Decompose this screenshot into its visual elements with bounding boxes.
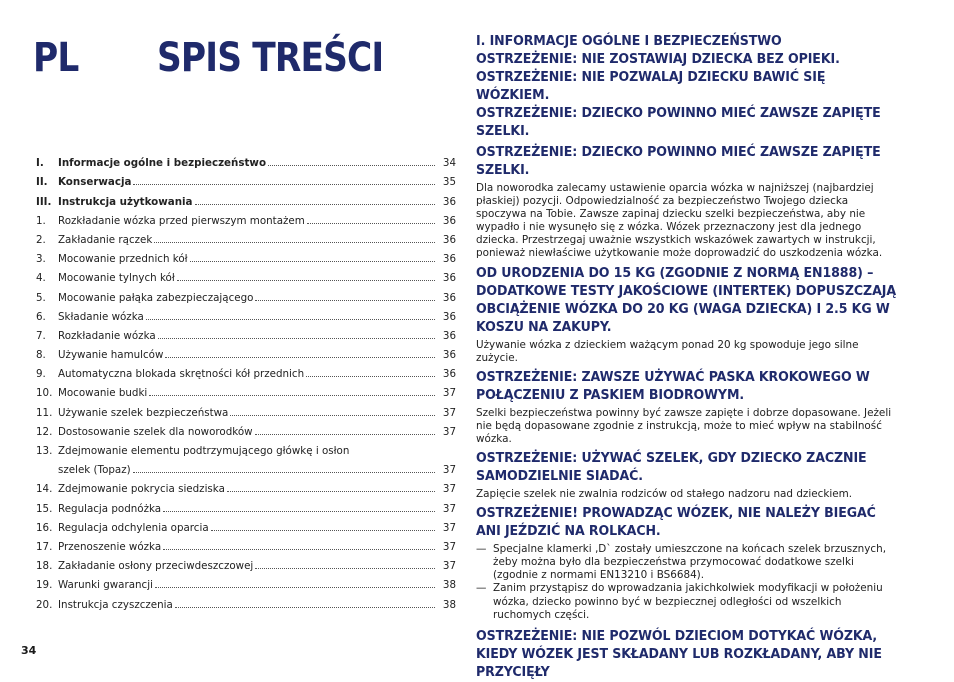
toc-entry xyxy=(36,534,456,553)
toc-label: Zdejmowanie elementu podtrzymującego główkę i osłon xyxy=(58,445,350,457)
toc-page: 37 xyxy=(442,521,456,534)
warning-text: OSTRZEŻENIE: UŻYWAĆ SZELEK, GDY DZIECKO ZACZNIE SAMODZIELNIE SIADAĆ. xyxy=(476,451,867,485)
toc-entry xyxy=(36,169,456,188)
toc-leader xyxy=(255,434,435,435)
warning-text: OSTRZEŻENIE: NIE POZWALAJ DZIECKU BAWIĆ SIĘ WÓZKIEM. xyxy=(476,70,826,103)
toc-entry xyxy=(36,438,456,457)
toc-number: 18. xyxy=(36,560,53,573)
toc-page: 36 xyxy=(442,329,456,342)
toc-leader xyxy=(307,223,435,224)
toc-number: 1. xyxy=(36,214,46,227)
toc-entry xyxy=(36,208,456,227)
toc-entry xyxy=(36,515,456,534)
toc-leader xyxy=(255,300,435,301)
toc-label: Dostosowanie szelek dla noworodków xyxy=(58,425,253,438)
toc-number: 11. xyxy=(36,406,53,419)
toc-leader xyxy=(195,204,435,205)
list-item: — Zanim przystąpisz do wprowadzania jakichkolwiek modyfikacji w położeniu wózka, dziecko powinno być w bezpiecznej odległości od wszelkich ruchomych części. xyxy=(476,582,896,621)
toc-label: szelek (Topaz) xyxy=(58,464,131,477)
toc-number: 16. xyxy=(36,521,53,534)
toc-entry-continuation xyxy=(36,457,456,476)
section-heading: I. INFORMACJE OGÓLNE I BEZPIECZEŃSTWO xyxy=(476,34,782,49)
toc-label: Mocowanie budki xyxy=(58,387,148,400)
toc-leader xyxy=(165,357,435,358)
toc-page: 36 xyxy=(442,253,456,266)
toc-entry xyxy=(36,419,456,438)
toc-label: Zakładanie osłony przeciwdeszczowej xyxy=(58,560,254,573)
toc-number: 13. xyxy=(36,445,53,457)
warning-text: OSTRZEŻENIE! PROWADZĄC WÓZEK, NIE NALEŻY BIEGAĆ ANI JEŹDZIĆ NA ROLKACH. xyxy=(476,506,876,540)
toc-label: Rozkładanie wózka xyxy=(58,329,156,342)
toc-leader xyxy=(133,472,435,473)
toc-label: Instrukcja czyszczenia xyxy=(58,598,173,611)
toc-page: 37 xyxy=(442,560,456,573)
list-item: — Specjalne klamerki ‚D` zostały umieszczone na końcach szelek brzusznych, żeby można było dla bezpieczeństwa przymocować dodatkowe szelki (zgodnie z normami EN13210 i BS6684). xyxy=(476,543,896,582)
toc-number: 8. xyxy=(36,349,46,362)
toc-number: 4. xyxy=(36,272,46,285)
toc-leader xyxy=(149,395,435,396)
language-code: PL xyxy=(33,35,79,81)
toc-page: 36 xyxy=(442,195,456,208)
toc-leader xyxy=(155,587,435,588)
toc-label: Używanie hamulców xyxy=(58,349,164,362)
toc-entry xyxy=(36,572,456,591)
paragraph: Szelki bezpieczeństwa powinny być zawsze zapięte i dobrze dopasowane. Jeżeli nie będą dopasowane zgodnie z instrukcją, może to mieć wpływ na stabilność wózka. xyxy=(476,406,892,445)
toc-leader xyxy=(133,184,435,185)
paragraph: Używanie wózka z dzieckiem ważącym ponad 20 kg spowoduje jego silne zużycie. xyxy=(476,338,859,364)
toc-entry xyxy=(36,591,456,610)
toc-label: Mocowanie pałąka zabezpieczającego xyxy=(58,291,254,304)
toc-entry xyxy=(36,304,456,323)
toc-page: 36 xyxy=(442,214,456,227)
toc-number: 5. xyxy=(36,291,46,304)
toc-label: Informacje ogólne i bezpieczeństwo xyxy=(58,157,267,170)
paragraph: Zapięcie szelek nie zwalnia rodziców od stałego nadzoru nad dzieckiem. xyxy=(476,488,853,501)
toc-page: 36 xyxy=(442,291,456,304)
toc-number: 19. xyxy=(36,579,53,592)
toc-entry xyxy=(36,380,456,399)
toc-page: 35 xyxy=(442,176,456,189)
bullet-list xyxy=(476,543,896,622)
warning-text: OSTRZEŻENIE: NIE POZWÓL DZIECIOM DOTYKAĆ WÓZKA, KIEDY WÓZEK JEST SKŁADANY LUB ROZKŁADANY, ABY NIE PRZYCIĘŁY xyxy=(476,628,882,680)
weight-limit-heading: OD URODZENIA DO 15 KG (ZGODNIE Z NORMĄ EN1888) – DODATKOWE TESTY JAKOŚCIOWE (INTERTEK) DOPUSZCZAJĄ OBCIĄŻENIE WÓZKA DO 20 KG (WAGA DZIECKA) I 2.5 KG W KOSZU NA ZAKUPY. xyxy=(476,265,896,335)
toc-label: Automatyczna blokada skrętności kół przednich xyxy=(58,368,305,381)
toc-number: 7. xyxy=(36,329,46,342)
toc-leader xyxy=(211,530,435,531)
toc-leader xyxy=(158,338,435,339)
page-title: SPIS TREŚCI xyxy=(157,35,384,81)
toc-entry xyxy=(36,399,456,418)
toc-entry xyxy=(36,227,456,246)
toc-page: 37 xyxy=(442,387,456,400)
toc-page: 38 xyxy=(442,579,456,592)
warning-text: OSTRZEŻENIE: DZIECKO POWINNO MIEĆ ZAWSZE ZAPIĘTE SZELKI. xyxy=(476,106,881,139)
toc-page: 36 xyxy=(442,368,456,381)
toc-number: 10. xyxy=(36,387,53,400)
toc-label: Instrukcja użytkowania xyxy=(58,195,193,208)
toc-label: Rozkładanie wózka przed pierwszym montażem xyxy=(58,214,305,227)
toc-number: 14. xyxy=(36,483,53,496)
toc-page: 36 xyxy=(442,272,456,285)
warning-text: OSTRZEŻENIE: ZAWSZE UŻYWAĆ PASKA KROKOWEGO W POŁĄCZENIU Z PASKIEM BIODROWYM. xyxy=(476,369,870,403)
toc-leader xyxy=(268,165,435,166)
toc-entry xyxy=(36,476,456,495)
toc-label: Zakładanie rączek xyxy=(58,233,153,246)
toc-page: 37 xyxy=(442,502,456,515)
table-of-contents xyxy=(36,150,456,611)
toc-page: 37 xyxy=(442,483,456,496)
toc-number: III. xyxy=(36,195,52,208)
toc-number: 2. xyxy=(36,233,46,246)
toc-label: Mocowanie przednich kół xyxy=(58,253,188,266)
toc-page: 37 xyxy=(442,425,456,438)
toc-leader xyxy=(230,415,435,416)
toc-leader xyxy=(306,376,435,377)
toc-number: 15. xyxy=(36,502,53,515)
toc-entry xyxy=(36,246,456,265)
toc-page: 37 xyxy=(442,464,456,477)
toc-page: 34 xyxy=(442,157,456,170)
toc-number: 20. xyxy=(36,598,53,611)
toc-entry xyxy=(36,361,456,380)
toc-entry xyxy=(36,284,456,303)
toc-page: 37 xyxy=(442,406,456,419)
toc-page: 36 xyxy=(442,310,456,323)
toc-page: 36 xyxy=(442,349,456,362)
toc-label: Regulacja podnóżka xyxy=(58,502,162,515)
toc-label: Warunki gwarancji xyxy=(58,579,153,592)
toc-label: Używanie szelek bezpieczeństwa xyxy=(58,406,229,419)
toc-leader xyxy=(175,607,435,608)
toc-page: 37 xyxy=(442,540,456,553)
toc-label: Zdejmowanie pokrycia siedziska xyxy=(58,483,225,496)
toc-entry xyxy=(36,342,456,361)
toc-number: 9. xyxy=(36,368,46,381)
toc-leader xyxy=(227,491,435,492)
warning-text: OSTRZEŻENIE: NIE ZOSTAWIAJ DZIECKA BEZ OPIEKI. xyxy=(476,52,840,67)
toc-entry xyxy=(36,495,456,514)
toc-entry xyxy=(36,553,456,572)
toc-leader xyxy=(190,261,435,262)
page-number: 34 xyxy=(21,644,37,657)
toc-number: 12. xyxy=(36,425,53,438)
toc-number: 3. xyxy=(36,253,46,266)
toc-leader xyxy=(146,319,435,320)
toc-leader xyxy=(177,280,435,281)
toc-label: Konserwacja xyxy=(58,176,132,189)
toc-entry xyxy=(36,188,456,207)
toc-label: Regulacja odchylenia oparcia xyxy=(58,521,209,534)
toc-label: Przenoszenie wózka xyxy=(58,540,162,553)
toc-leader xyxy=(154,242,435,243)
toc-leader xyxy=(163,549,435,550)
toc-number: 6. xyxy=(36,310,46,323)
safety-section xyxy=(476,33,896,682)
toc-leader xyxy=(163,511,435,512)
toc-number: I. xyxy=(36,157,44,170)
toc-entry xyxy=(36,323,456,342)
toc-leader xyxy=(255,568,435,569)
toc-entry xyxy=(36,150,456,169)
toc-label: Składanie wózka xyxy=(58,310,144,323)
toc-number: II. xyxy=(36,176,48,189)
toc-label: Mocowanie tylnych kół xyxy=(58,272,175,285)
paragraph: Dla noworodka zalecamy ustawienie oparcia wózka w najniższej (najbardziej płaskiej) pozycji. Odpowiedzialność za bezpieczeństwo Twojego dziecka spoczywa na Tobie. Zawsze zapinaj dziecku szelki bezpieczeństwa, aby nie wypadło i nie wysunęło się z wózka. Wózek przeznaczony jest dla jednego dziecka. Przestrzegaj uważnie wszystkich wskazówek zawartych w instrukcji, ponieważ niewłaściwe użytkowanie może doprowadzić do uszkodzenia wózka. xyxy=(476,182,883,260)
toc-number: 17. xyxy=(36,540,53,553)
toc-page: 36 xyxy=(442,233,456,246)
warning-text: OSTRZEŻENIE: DZIECKO POWINNO MIEĆ ZAWSZE ZAPIĘTE SZELKI. xyxy=(476,145,881,178)
toc-entry xyxy=(36,265,456,284)
toc-page: 38 xyxy=(442,598,456,611)
